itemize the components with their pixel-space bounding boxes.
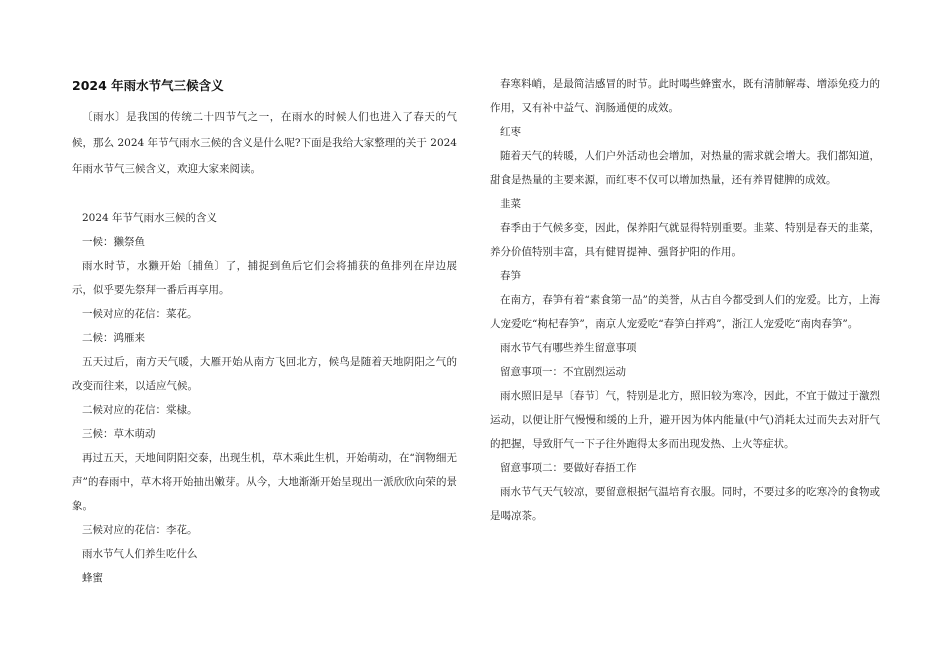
paragraph: 春季由于气候多变，因此，保养阳气就显得特别重要。韭菜、特别是春天的韭菜，养分价值特别丰富，具有健胃提神、强肾护阳的作用。 (490, 222, 880, 258)
section-heading: 2024 年节气雨水三候的含义 (82, 212, 218, 224)
hou-heading: 二候：鸿雁来 (82, 332, 145, 344)
flower-note: 三候对应的花信：李花。 (82, 524, 198, 536)
flower-note: 二候对应的花信：棠棣。 (82, 404, 198, 416)
food-heading: 韭菜 (500, 198, 521, 210)
note-heading: 留意事项二：要做好春捂工作 (500, 462, 637, 474)
paragraph: 春寒料峭，是最简洁感冒的时节。此时喝些蜂蜜水，既有清肺解毒、增添免疫力的作用，又有补中益气、润肠通便的成效。 (490, 78, 880, 114)
paragraph: 雨水照旧是早〔春节〕气，特别是北方，照旧较为寒冷，因此，不宜于做过于激烈运动，以便让肝气慢慢和缓的上升，避开因为体内能量(中气)消耗太过而失去对肝气的把握，导致肝气一下子往外跑得太多而出现发热、上火等症状。 (490, 390, 880, 450)
food-heading: 春笋 (500, 270, 521, 282)
hou-heading: 三候：草木萌动 (82, 428, 156, 440)
right-column (490, 72, 880, 528)
section-heading: 雨水节气有哪些养生留意事项 (500, 342, 637, 354)
food-heading: 蜂蜜 (82, 572, 103, 584)
note-heading: 留意事项一：不宜剧烈运动 (500, 366, 626, 378)
paragraph: 随着天气的转暖，人们户外活动也会增加，对热量的需求就会增大。我们都知道，甜食是热量的主要来源，而红枣不仅可以增加热量，还有养胃健脾的成效。 (490, 150, 880, 186)
food-heading: 红枣 (500, 126, 521, 138)
paragraph: 五天过后，南方天气暖，大雁开始从南方飞回北方，候鸟是随着天地阴阳之气的改变而往来，以适应气候。 (72, 356, 457, 392)
paragraph: 雨水节气天气较凉，要留意根据气温培育衣服。同时，不要过多的吃寒冷的食物或是喝凉茶。 (490, 486, 880, 522)
document-title: 2024 年雨水节气三候含义 (72, 78, 224, 93)
section-heading: 雨水节气人们养生吃什么 (82, 548, 198, 560)
paragraph: 在南方，春笋有着“素食第一品”的美誉，从古自今都受到人们的宠爱。比方，上海人宠爱吃“枸杞春笋”，南京人宠爱吃“春笋白拌鸡”，浙江人宠爱吃“南肉春笋”。 (490, 294, 880, 330)
paragraph: 雨水时节，水獭开始〔捕鱼〕了，捕捉到鱼后它们会将捕获的鱼排列在岸边展示，似乎要先祭拜一番后再享用。 (72, 260, 457, 296)
intro-paragraph: 〔雨水〕是我国的传统二十四节气之一，在雨水的时候人们也进入了春天的气候，那么 2024 年节气雨水三候的含义是什么呢?下面是我给大家整理的关于 2024 年雨水节气三候含义，欢迎大家来阅读。 (72, 111, 457, 175)
left-column (72, 72, 457, 590)
paragraph: 再过五天，天地间阴阳交泰，出现生机，草木乘此生机，开始萌动，在“润物细无声”的春雨中，草木将开始抽出嫩芽。从今，大地渐渐开始呈现出一派欣欣向荣的景象。 (72, 452, 457, 512)
spacer (72, 182, 457, 206)
hou-heading: 一候：獭祭鱼 (82, 236, 145, 248)
flower-note: 一候对应的花信：菜花。 (82, 308, 198, 320)
